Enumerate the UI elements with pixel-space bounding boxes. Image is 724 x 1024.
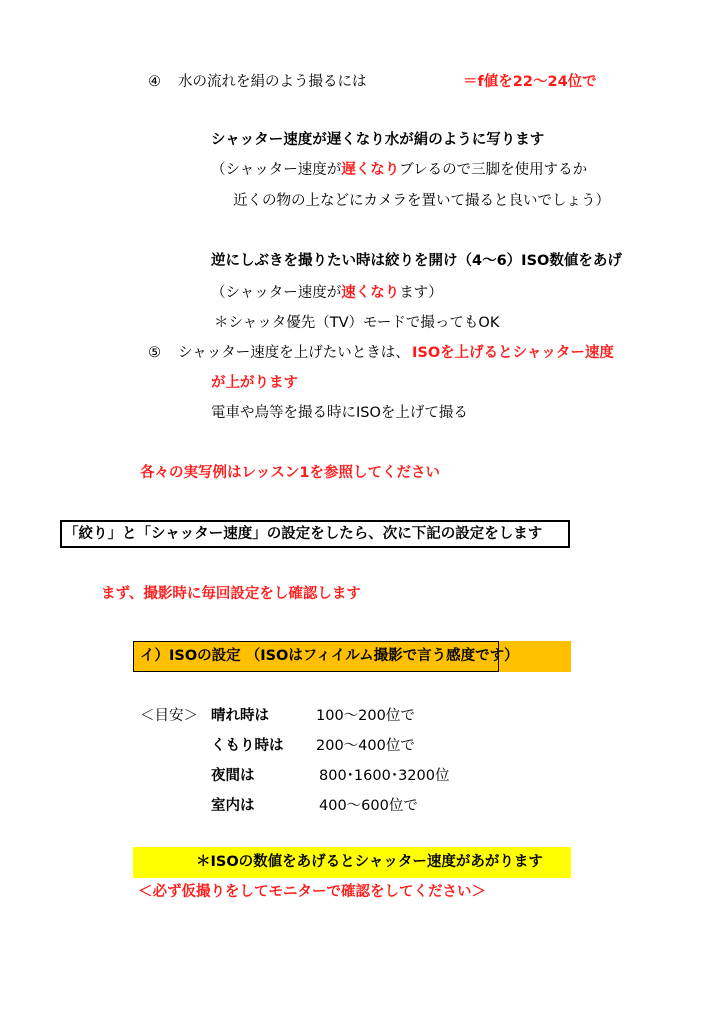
guide-value: 400～600位で — [319, 798, 418, 814]
p2-line2-a: （シャッター速度が — [211, 285, 342, 301]
p1-line1: シャッター速度が遅くなり水が絹のように写ります — [211, 132, 545, 148]
guide-cond: くもり時は — [211, 738, 284, 754]
guide-value: 800･1600･3200位 — [319, 768, 450, 784]
guide-label: ＜目安＞ — [140, 708, 198, 724]
p1-line2 — [211, 160, 587, 180]
p2-line2-b: ます） — [399, 285, 443, 301]
item5-red1: ISOを上げるとシャッター速度 — [412, 345, 614, 361]
item4-text: 水の流れを絹のよう撮るには — [178, 74, 367, 90]
item5-number: ⑤ — [148, 345, 161, 361]
p1-line2-a: （シャッター速度が — [211, 162, 342, 178]
item5-red2: が上がります — [211, 375, 298, 391]
p2-line2 — [211, 283, 443, 303]
iso-header: イ）ISOの設定 （ISOはフィイルム撮影で言う感度です） — [140, 648, 519, 664]
guide-value: 200～400位で — [316, 738, 415, 754]
item5-line3: 電車や鳥等を撮る時にISOを上げて撮る — [211, 405, 468, 421]
item4-fvalue: ＝f値を22～24位で — [463, 74, 597, 90]
final-note: ＜必ず仮撮りをしてモニターで確認をしてください＞ — [138, 884, 486, 900]
p1-line2-b: ブレるので三脚を使用するか — [399, 162, 588, 178]
item5-text: シャッター速度を上げたいときは、 — [178, 345, 410, 361]
item4-number: ④ — [148, 74, 161, 90]
guide-value: 100～200位で — [316, 708, 415, 724]
p1-line2-red: 遅くなり — [341, 162, 400, 178]
p2-line3: ＊シャッタ優先（TV）モードで撮ってもOK — [214, 315, 500, 331]
iso-note: ＊ISOの数値をあげるとシャッター速度があがります — [196, 854, 543, 870]
guide-cond: 晴れ時は — [211, 708, 269, 724]
guide-cond: 夜間は — [211, 768, 255, 784]
p2-line2-red: 速くなり — [341, 285, 400, 301]
boxed-note: 「絞り」と「シャッター速度」の設定をしたら、次に下記の設定をします — [64, 526, 543, 542]
first-note: まず、撮影時に毎回設定をし確認します — [101, 586, 361, 602]
guide-cond: 室内は — [211, 798, 255, 814]
reference-note: 各々の実写例はレッスン1を参照してください — [140, 465, 440, 481]
p2-line1: 逆にしぶきを撮りたい時は絞りを開け（4～6）ISO数値をあげ — [211, 253, 622, 269]
p1-line3: 近くの物の上などにカメラを置いて撮ると良いでしょう） — [233, 193, 610, 209]
